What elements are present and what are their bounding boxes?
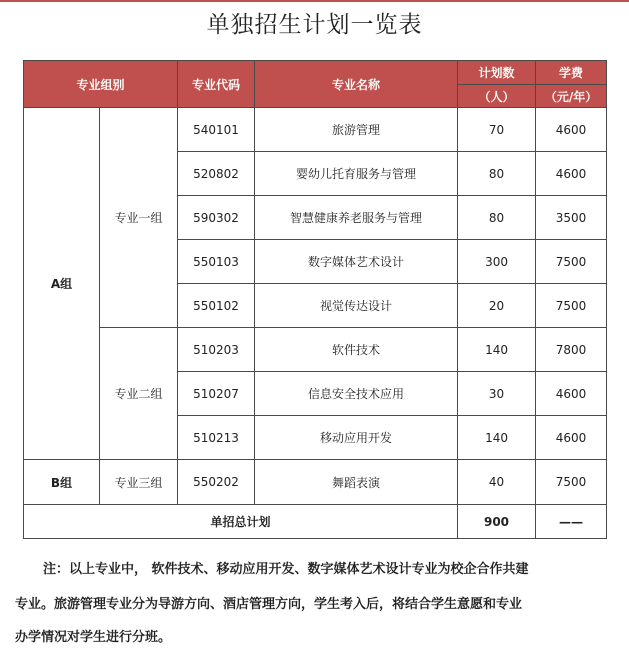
plan-count: 300: [458, 240, 536, 284]
major-code: 550103: [178, 240, 255, 284]
group-b: B组: [24, 460, 100, 505]
total-plan: 900: [458, 505, 536, 539]
plan-count: 70: [458, 108, 536, 152]
tuition: 4600: [536, 152, 607, 196]
major-code: 510203: [178, 328, 255, 372]
major-name: 数字媒体艺术设计: [255, 240, 458, 284]
header-fee-unit: （元/年）: [536, 85, 607, 108]
header-group: 专业组别: [24, 61, 178, 108]
major-code: 590302: [178, 196, 255, 240]
plan-count: 80: [458, 152, 536, 196]
enrollment-plan-table: [23, 60, 607, 539]
plan-count: 140: [458, 328, 536, 372]
major-name: 信息安全技术应用: [255, 372, 458, 416]
table-row: [24, 460, 607, 505]
plan-count: 140: [458, 416, 536, 460]
tuition: 4600: [536, 416, 607, 460]
page-title: 单独招生计划一览表: [206, 12, 423, 38]
total-row: [24, 505, 607, 539]
total-label: 单招总计划: [24, 505, 458, 539]
major-code: 550202: [178, 460, 255, 505]
tuition: 4600: [536, 108, 607, 152]
major-name: 软件技术: [255, 328, 458, 372]
plan-count: 20: [458, 284, 536, 328]
total-fee: ——: [536, 505, 607, 539]
top-rule: [0, 0, 629, 2]
subgroup-3: 专业三组: [100, 460, 178, 505]
major-code: 520802: [178, 152, 255, 196]
group-a: A组: [24, 108, 100, 460]
major-code: 510207: [178, 372, 255, 416]
major-name: 舞蹈表演: [255, 460, 458, 505]
note-line-3: 办学情况对学生进行分班。: [15, 630, 172, 645]
major-name: 视觉传达设计: [255, 284, 458, 328]
tuition: 4600: [536, 372, 607, 416]
major-name: 旅游管理: [255, 108, 458, 152]
tuition: 7500: [536, 284, 607, 328]
major-code: 540101: [178, 108, 255, 152]
header-code: 专业代码: [178, 61, 255, 108]
note-line-1: 注：以上专业中， 软件技术、移动应用开发、数字媒体艺术设计专业为校企合作共建: [43, 562, 529, 577]
header-fee: 学费: [536, 61, 607, 85]
subgroup-2: 专业二组: [100, 328, 178, 460]
plan-count: 40: [458, 460, 536, 505]
table-row: [24, 108, 607, 152]
table-row: [24, 328, 607, 372]
tuition: 7500: [536, 460, 607, 505]
header-plan-unit: （人）: [458, 85, 536, 108]
major-name: 智慧健康养老服务与管理: [255, 196, 458, 240]
plan-count: 30: [458, 372, 536, 416]
note-line-2: 专业。旅游管理专业分为导游方向、酒店管理方向，学生考入后，将结合学生意愿和专业: [15, 597, 523, 612]
tuition: 7800: [536, 328, 607, 372]
subgroup-1: 专业一组: [100, 108, 178, 328]
major-name: 移动应用开发: [255, 416, 458, 460]
major-code: 550102: [178, 284, 255, 328]
major-code: 510213: [178, 416, 255, 460]
header-plan: 计划数: [458, 61, 536, 85]
plan-count: 80: [458, 196, 536, 240]
tuition: 3500: [536, 196, 607, 240]
tuition: 7500: [536, 240, 607, 284]
header-name: 专业名称: [255, 61, 458, 108]
major-name: 婴幼儿托育服务与管理: [255, 152, 458, 196]
